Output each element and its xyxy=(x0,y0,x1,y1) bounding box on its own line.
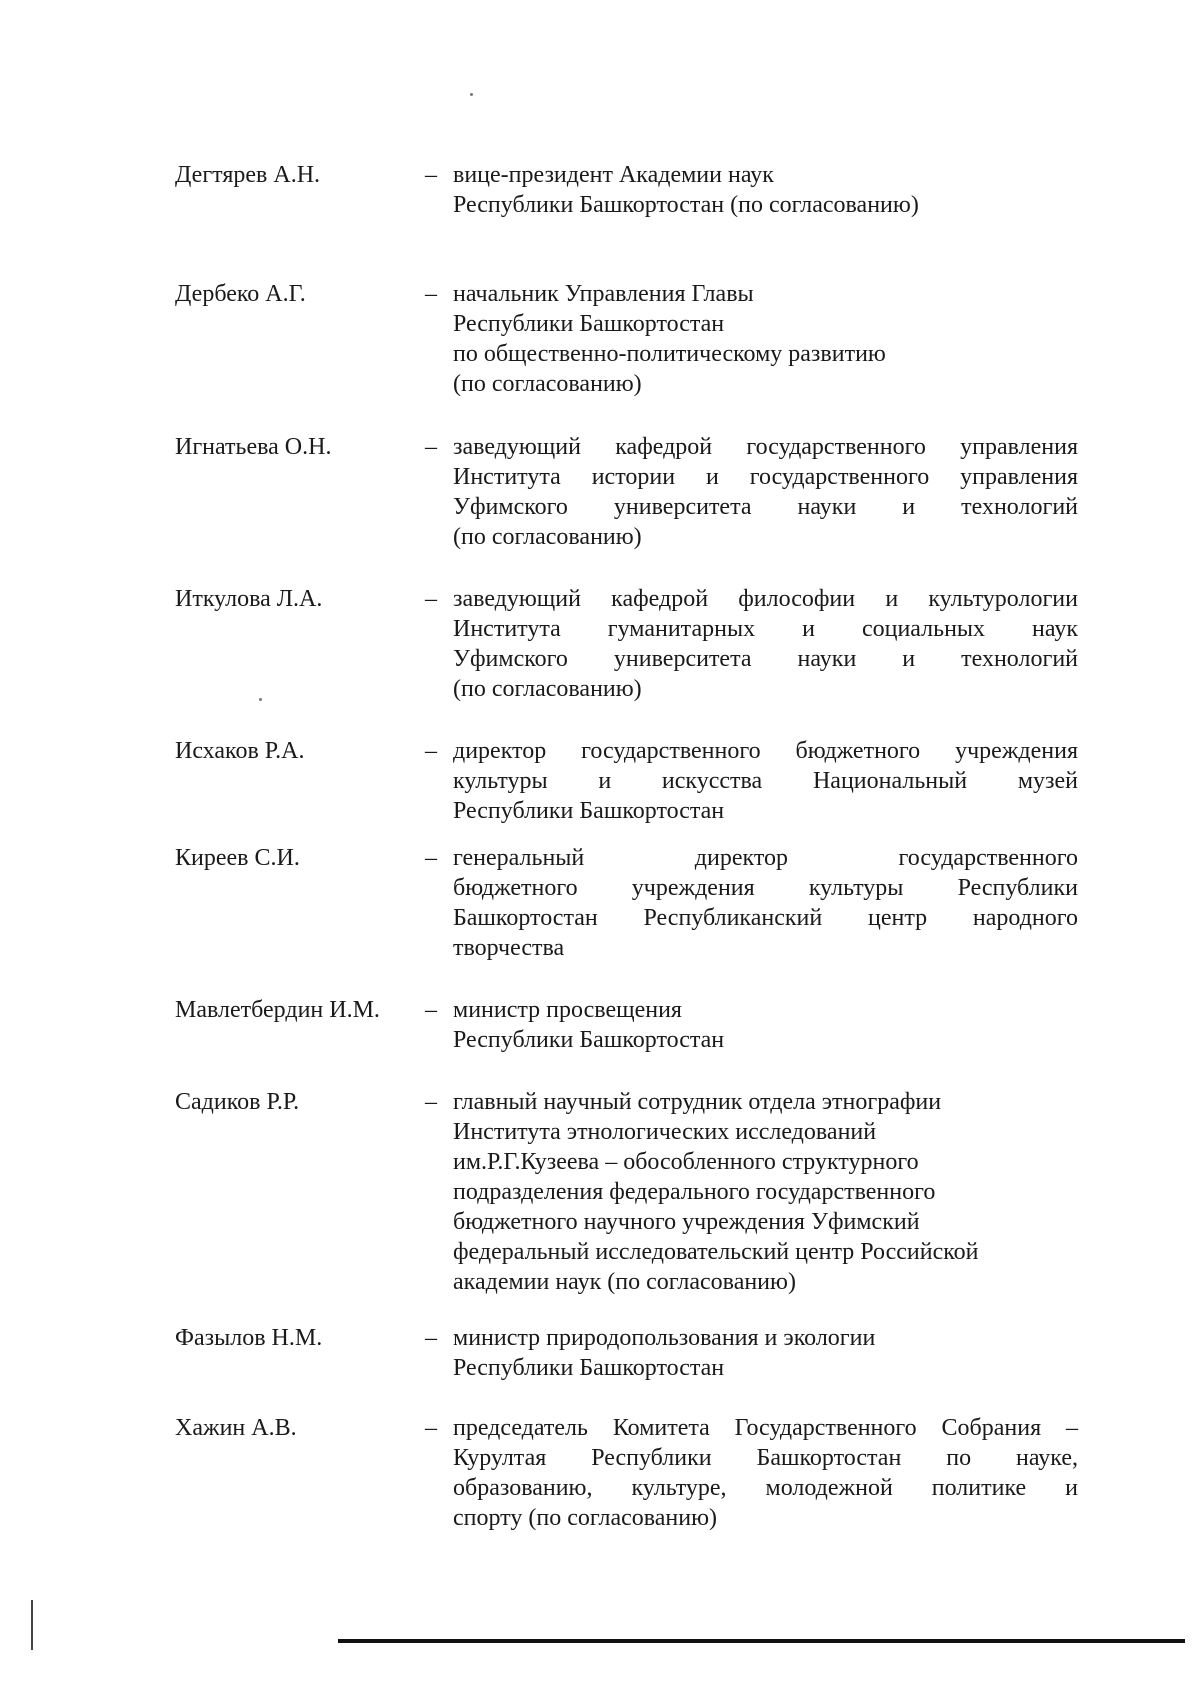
member-name: Дегтярев А.Н. xyxy=(175,162,321,188)
position-line: культуры и искусства Национальный музей xyxy=(453,768,1078,794)
member-position xyxy=(453,160,1078,220)
position-line: министр просвещения xyxy=(453,997,682,1023)
position-line: главный научный сотрудник отдела этнографии xyxy=(453,1089,942,1115)
member-position xyxy=(453,279,1078,399)
scan-speck xyxy=(470,93,473,96)
member-row-ignatyeva xyxy=(175,432,1078,552)
position-line: Республики Башкортостан (по согласованию) xyxy=(453,192,919,218)
position-line: министр природопользования и экологии xyxy=(453,1325,876,1351)
member-dash: – xyxy=(425,586,437,612)
member-dash: – xyxy=(425,997,437,1023)
member-position xyxy=(453,584,1078,704)
member-row-mavletberdin xyxy=(175,995,1078,1055)
position-line: начальник Управления Главы xyxy=(453,281,754,307)
member-name: Игнатьева О.Н. xyxy=(175,434,332,460)
scan-margin-mark xyxy=(31,1600,33,1650)
member-position xyxy=(453,736,1078,826)
member-dash: – xyxy=(425,845,437,871)
member-name: Мавлетбердин И.М. xyxy=(175,997,380,1023)
footer-rule xyxy=(338,1639,1185,1643)
position-line: Института гуманитарных и социальных наук xyxy=(453,616,1078,642)
position-line: Башкортостан Республиканский центр народного xyxy=(453,905,1078,931)
member-name: Дербеко А.Г. xyxy=(175,281,306,307)
scan-speck xyxy=(259,698,262,701)
position-line: директор государственного бюджетного учреждения xyxy=(453,738,1078,764)
member-name: Хажин А.В. xyxy=(175,1415,297,1441)
position-line: заведующий кафедрой государственного управления xyxy=(453,434,1078,460)
position-line: (по согласованию) xyxy=(453,371,642,397)
position-line: творчества xyxy=(453,935,565,961)
member-dash: – xyxy=(425,434,437,460)
position-line: Республики Башкортостан xyxy=(453,311,725,337)
member-name: Иткулова Л.А. xyxy=(175,586,323,612)
member-name: Садиков Р.Р. xyxy=(175,1089,300,1115)
member-dash: – xyxy=(425,738,437,764)
member-position xyxy=(453,1087,1078,1297)
position-line: образованию, культуре, молодежной политике и xyxy=(453,1475,1078,1501)
position-line: Республики Башкортостан xyxy=(453,798,725,824)
member-row-sadikov xyxy=(175,1087,1078,1297)
position-line: по общественно-политическому развитию xyxy=(453,341,886,367)
member-name: Исхаков Р.А. xyxy=(175,738,305,764)
position-line: им.Р.Г.Кузеева – обособленного структурного xyxy=(453,1149,919,1175)
member-row-degtyarev xyxy=(175,160,1078,220)
position-line: (по согласованию) xyxy=(453,524,642,550)
member-row-fazylov xyxy=(175,1323,1078,1383)
position-line: (по согласованию) xyxy=(453,676,642,702)
position-line: Республики Башкортостан xyxy=(453,1355,725,1381)
member-row-derbeko xyxy=(175,279,1078,399)
member-row-iskhakov xyxy=(175,736,1078,826)
member-dash: – xyxy=(425,1415,437,1441)
position-line: спорту (по согласованию) xyxy=(453,1505,718,1531)
position-line: Института этнологических исследований xyxy=(453,1119,877,1145)
member-dash: – xyxy=(425,281,437,307)
member-name: Фазылов Н.М. xyxy=(175,1325,323,1351)
member-row-kireev xyxy=(175,843,1078,963)
position-line: генеральный директор государственного xyxy=(453,845,1078,871)
member-position xyxy=(453,432,1078,552)
position-line: бюджетного научного учреждения Уфимский xyxy=(453,1209,920,1235)
member-position xyxy=(453,1323,1078,1383)
position-line: Курултая Республики Башкортостан по науке, xyxy=(453,1445,1078,1471)
position-line: Уфимского университета науки и технологий xyxy=(453,646,1078,672)
position-line: вице-президент Академии наук xyxy=(453,162,774,188)
member-row-itkulova xyxy=(175,584,1078,704)
member-position xyxy=(453,1413,1078,1533)
position-line: бюджетного учреждения культуры Республики xyxy=(453,875,1078,901)
position-line: академии наук (по согласованию) xyxy=(453,1269,796,1295)
position-line: федеральный исследовательский центр Российской xyxy=(453,1239,979,1265)
position-line: Уфимского университета науки и технологий xyxy=(453,494,1078,520)
position-line: Института истории и государственного управления xyxy=(453,464,1078,490)
member-row-khazhin xyxy=(175,1413,1078,1533)
member-dash: – xyxy=(425,162,437,188)
member-position xyxy=(453,995,1078,1055)
position-line: подразделения федерального государственного xyxy=(453,1179,936,1205)
position-line: председатель Комитета Государственного Собрания – xyxy=(453,1415,1078,1441)
member-dash: – xyxy=(425,1325,437,1351)
position-line: заведующий кафедрой философии и культурологии xyxy=(453,586,1078,612)
position-line: Республики Башкортостан xyxy=(453,1027,725,1053)
member-dash: – xyxy=(425,1089,437,1115)
member-name: Киреев С.И. xyxy=(175,845,300,871)
member-position xyxy=(453,843,1078,963)
